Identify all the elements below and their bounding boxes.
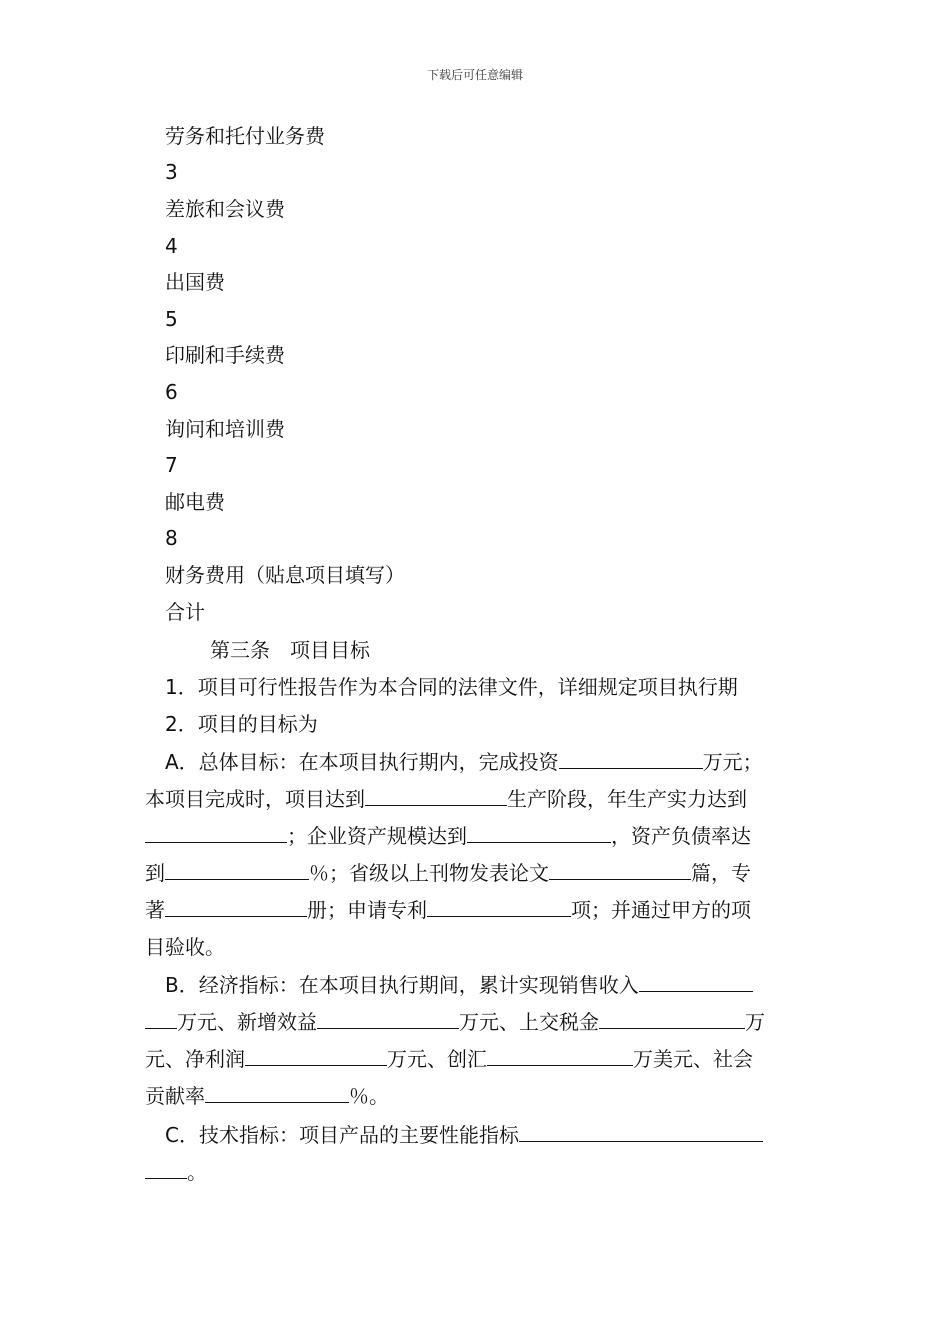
- fee-number-6: 6: [165, 380, 178, 404]
- economic-line-3: 元、净利润 万元、创汇 万美元、社会: [145, 1047, 753, 1071]
- blank-investment: [559, 748, 703, 769]
- overall-goal-line-3: ；企业资产规模达到 ，资产负债率达: [145, 822, 751, 850]
- fee-number-4: 4: [165, 234, 178, 258]
- economic-line-2: 万元、新增效益 万元、上交税金 万: [145, 1008, 765, 1036]
- fee-number-3: 3: [165, 160, 178, 184]
- blank-production-stage: [365, 785, 507, 806]
- fee-item-printing: 印刷和手续费: [165, 343, 285, 367]
- article-title: 第三条 项目目标: [210, 638, 370, 662]
- blank-annual-capacity: [145, 822, 287, 843]
- blank-new-benefit: [317, 1008, 459, 1029]
- fee-item-labor: 劳务和托付业务费: [165, 124, 325, 148]
- blank-sales-revenue-a: [639, 971, 753, 992]
- overall-goal-line-1: A．总体目标：在本项目执行期内，完成投资 万元；: [165, 750, 763, 774]
- fee-item-consulting: 询问和培训费: [165, 417, 285, 441]
- blank-patents: [427, 896, 571, 917]
- technical-line-2: 。: [145, 1158, 207, 1186]
- fee-item-postal: 邮电费: [165, 490, 225, 514]
- blank-tax: [599, 1008, 745, 1029]
- overall-goal-line-6: 目验收。: [145, 935, 225, 959]
- blank-contribution-rate: [205, 1082, 349, 1103]
- blank-foreign-exchange: [487, 1045, 633, 1066]
- page-header: 下载后可任意编辑: [426, 68, 523, 82]
- overall-goal-line-4: 到 ％；省级以上刊物发表论文 篇，专: [145, 861, 751, 885]
- fee-number-7: 7: [165, 453, 178, 477]
- fee-item-travel: 差旅和会议费: [165, 197, 285, 221]
- item-2: 2．项目的目标为: [165, 712, 318, 736]
- blank-sales-revenue-b: [145, 1008, 177, 1029]
- blank-performance-b: [145, 1158, 187, 1179]
- blank-debt-ratio: [165, 859, 309, 880]
- fee-number-8: 8: [165, 526, 178, 550]
- item-1: 1．项目可行性报告作为本合同的法律文件，详细规定项目执行期: [165, 675, 738, 699]
- technical-line-1: C．技术指标：项目产品的主要性能指标: [165, 1121, 763, 1149]
- economic-line-1: B．经济指标：在本项目执行期间，累计实现销售收入: [165, 971, 753, 999]
- fee-number-5: 5: [165, 307, 178, 331]
- fee-item-finance: 财务费用（贴息项目填写）: [165, 563, 405, 587]
- blank-asset-scale: [467, 822, 611, 843]
- fee-total: 合计: [165, 600, 205, 624]
- overall-goal-line-2: 本项目完成时，项目达到 生产阶段，年生产实力达到: [145, 787, 747, 811]
- blank-performance-a: [519, 1121, 763, 1142]
- blank-papers: [549, 859, 691, 880]
- blank-net-profit: [245, 1045, 387, 1066]
- economic-line-4: 贡献率 ％。: [145, 1084, 389, 1108]
- blank-monographs: [165, 896, 307, 917]
- overall-goal-line-5: 著 册；申请专利 项；并通过甲方的项: [145, 898, 751, 922]
- fee-item-abroad: 出国费: [165, 270, 225, 294]
